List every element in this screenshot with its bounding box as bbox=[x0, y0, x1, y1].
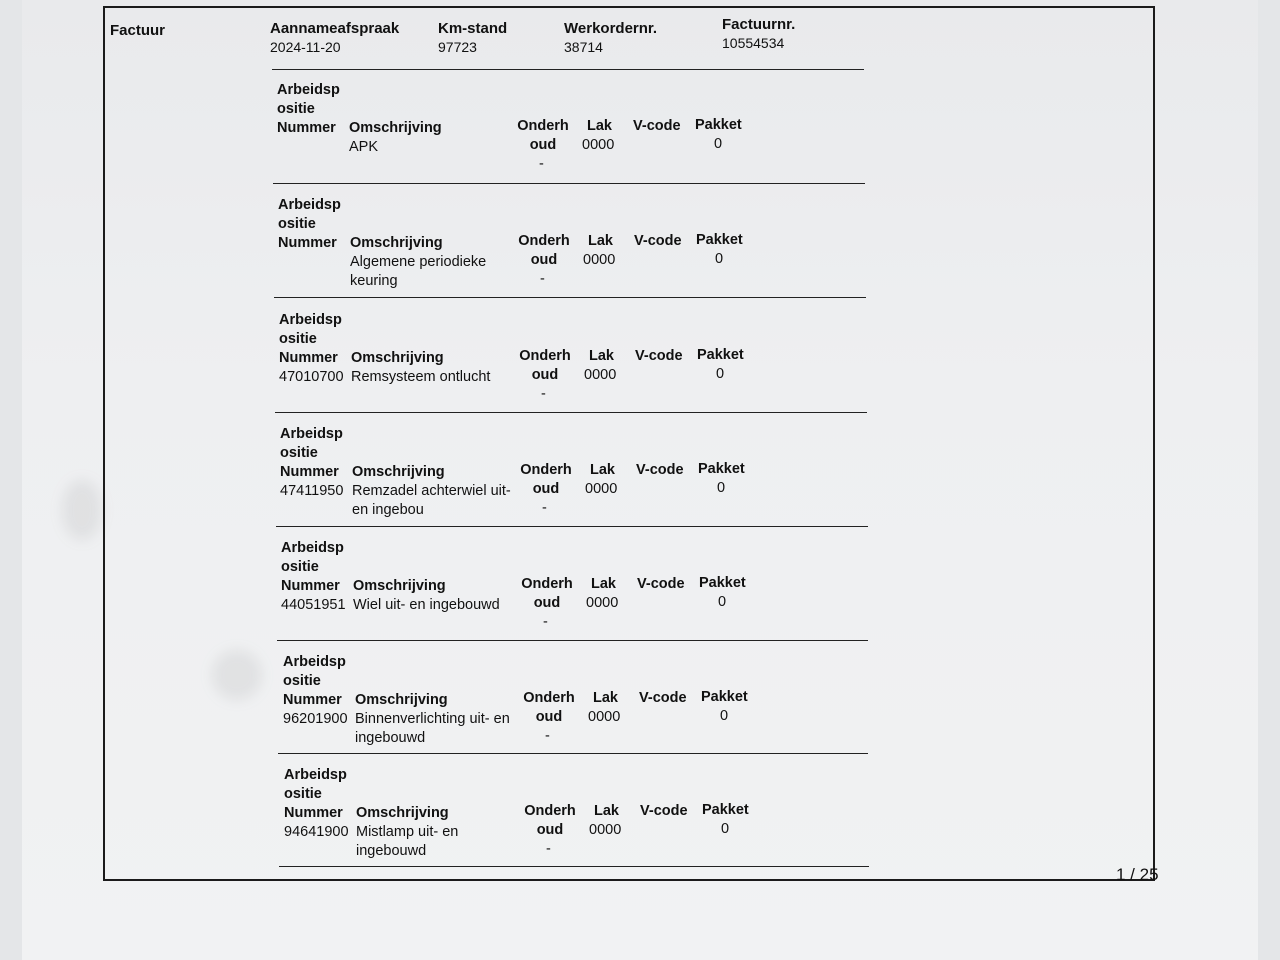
label-onderhoud: Onderh oud bbox=[523, 690, 575, 725]
header-field-factuurnr bbox=[722, 16, 795, 52]
separator-line bbox=[272, 69, 864, 70]
value-pakket: 0 bbox=[716, 366, 725, 382]
label-vcode: V-code bbox=[639, 690, 687, 706]
label-pakket: Pakket bbox=[702, 802, 749, 818]
value-onderhoud: - bbox=[540, 271, 545, 287]
label-onderhoud: Onderh oud bbox=[524, 803, 576, 838]
label-pakket: Pakket bbox=[699, 575, 746, 591]
labour-position-block bbox=[278, 196, 758, 306]
value-onderhoud: - bbox=[539, 156, 544, 172]
label-arbeidspositie: Arbeidsp ositie bbox=[280, 426, 343, 461]
label-lak: Lak bbox=[594, 803, 619, 819]
header-field-label: Factuurnr. bbox=[722, 16, 796, 33]
separator-line bbox=[273, 183, 865, 184]
value-lak: 0000 bbox=[584, 367, 617, 383]
value-lak: 0000 bbox=[586, 595, 619, 611]
label-omschrijving: Omschrijving bbox=[355, 692, 448, 708]
label-arbeidspositie: Arbeidsp ositie bbox=[278, 197, 341, 232]
label-vcode: V-code bbox=[635, 348, 683, 364]
paper-smudge bbox=[62, 480, 102, 540]
separator-line bbox=[275, 412, 867, 413]
label-nummer: Nummer bbox=[279, 350, 338, 366]
label-arbeidspositie: Arbeidsp ositie bbox=[281, 540, 344, 575]
value-nummer: 47010700 bbox=[279, 369, 344, 385]
label-pakket: Pakket bbox=[698, 461, 745, 477]
value-omschrijving: Binnenverlichting uit- en ingebouwd bbox=[355, 711, 510, 746]
value-pakket: 0 bbox=[718, 594, 727, 610]
labour-position-block bbox=[279, 311, 759, 421]
labour-position-block bbox=[283, 653, 763, 763]
label-nummer: Nummer bbox=[277, 120, 336, 136]
label-pakket: Pakket bbox=[696, 232, 743, 248]
label-nummer: Nummer bbox=[284, 805, 343, 821]
value-pakket: 0 bbox=[721, 821, 730, 837]
page-indicator: 1 / 25 bbox=[1116, 865, 1159, 884]
label-omschrijving: Omschrijving bbox=[356, 805, 449, 821]
value-lak: 0000 bbox=[582, 137, 615, 153]
value-omschrijving: Mistlamp uit- en ingebouwd bbox=[356, 824, 459, 859]
header-field-label: Aannameafspraak bbox=[270, 20, 400, 37]
header-field-value: 38714 bbox=[564, 39, 603, 55]
value-omschrijving: APK bbox=[349, 139, 379, 155]
value-omschrijving: Algemene periodieke keuring bbox=[350, 254, 487, 289]
value-lak: 0000 bbox=[583, 252, 616, 268]
label-arbeidspositie: Arbeidsp ositie bbox=[284, 767, 347, 802]
value-onderhoud: - bbox=[543, 614, 548, 630]
value-onderhoud: - bbox=[542, 500, 547, 516]
header-field-km bbox=[438, 20, 507, 56]
value-nummer: 96201900 bbox=[283, 711, 348, 727]
value-pakket: 0 bbox=[715, 251, 724, 267]
value-onderhoud: - bbox=[541, 386, 546, 402]
header-field-label: Werkordernr. bbox=[564, 20, 658, 37]
label-vcode: V-code bbox=[637, 576, 685, 592]
label-nummer: Nummer bbox=[281, 578, 340, 594]
value-lak: 0000 bbox=[588, 709, 621, 725]
label-lak: Lak bbox=[590, 462, 615, 478]
value-pakket: 0 bbox=[720, 708, 729, 724]
header-field-aanname bbox=[270, 20, 399, 56]
doc-label: Factuur bbox=[110, 22, 166, 39]
header-field-werkorder bbox=[564, 20, 657, 56]
value-lak: 0000 bbox=[589, 822, 622, 838]
label-lak: Lak bbox=[588, 233, 613, 249]
labour-position-block bbox=[280, 425, 760, 535]
label-pakket: Pakket bbox=[701, 689, 748, 705]
label-arbeidspositie: Arbeidsp ositie bbox=[279, 312, 342, 347]
header-field-value: 2024-11-20 bbox=[270, 39, 341, 55]
label-vcode: V-code bbox=[634, 233, 682, 249]
label-vcode: V-code bbox=[640, 803, 688, 819]
header-field-label: Km-stand bbox=[438, 20, 508, 37]
invoice-header bbox=[110, 16, 870, 60]
label-onderhoud: Onderh oud bbox=[517, 118, 569, 153]
label-pakket: Pakket bbox=[697, 347, 744, 363]
label-arbeidspositie: Arbeidsp ositie bbox=[283, 654, 346, 689]
value-lak: 0000 bbox=[585, 481, 618, 497]
label-lak: Lak bbox=[591, 576, 616, 592]
label-arbeidspositie: Arbeidsp ositie bbox=[277, 82, 340, 117]
label-omschrijving: Omschrijving bbox=[352, 464, 445, 480]
label-onderhoud: Onderh oud bbox=[521, 576, 573, 611]
header-field-value: 10554534 bbox=[722, 35, 785, 51]
label-omschrijving: Omschrijving bbox=[349, 120, 442, 136]
separator-line bbox=[278, 753, 868, 754]
value-pakket: 0 bbox=[717, 480, 726, 496]
header-field-value: 97723 bbox=[438, 39, 477, 55]
label-omschrijving: Omschrijving bbox=[350, 235, 443, 251]
label-lak: Lak bbox=[593, 690, 618, 706]
value-nummer: 94641900 bbox=[284, 824, 349, 840]
value-nummer: 47411950 bbox=[280, 483, 344, 499]
label-lak: Lak bbox=[587, 118, 612, 134]
label-nummer: Nummer bbox=[278, 235, 337, 251]
label-onderhoud: Onderh oud bbox=[519, 348, 571, 383]
label-omschrijving: Omschrijving bbox=[353, 578, 446, 594]
label-nummer: Nummer bbox=[280, 464, 339, 480]
separator-line bbox=[274, 297, 866, 298]
label-nummer: Nummer bbox=[283, 692, 342, 708]
labour-position-block bbox=[281, 539, 761, 649]
label-vcode: V-code bbox=[633, 118, 681, 134]
label-onderhoud: Onderh oud bbox=[520, 462, 572, 497]
separator-line bbox=[277, 640, 868, 641]
separator-line bbox=[279, 866, 869, 867]
labour-position-block bbox=[277, 81, 757, 191]
separator-line bbox=[276, 526, 868, 527]
label-lak: Lak bbox=[589, 348, 614, 364]
value-onderhoud: - bbox=[545, 728, 550, 744]
label-pakket: Pakket bbox=[695, 117, 742, 133]
value-omschrijving: Remzadel achterwiel uit- en ingebou bbox=[352, 483, 511, 518]
label-vcode: V-code bbox=[636, 462, 684, 478]
value-omschrijving: Wiel uit- en ingebouwd bbox=[353, 597, 500, 613]
label-omschrijving: Omschrijving bbox=[351, 350, 444, 366]
value-omschrijving: Remsysteem ontlucht bbox=[351, 369, 491, 385]
value-nummer: 44051951 bbox=[281, 597, 346, 613]
value-onderhoud: - bbox=[546, 841, 551, 857]
label-onderhoud: Onderh oud bbox=[518, 233, 570, 268]
value-pakket: 0 bbox=[714, 136, 723, 152]
labour-position-block bbox=[284, 766, 764, 876]
